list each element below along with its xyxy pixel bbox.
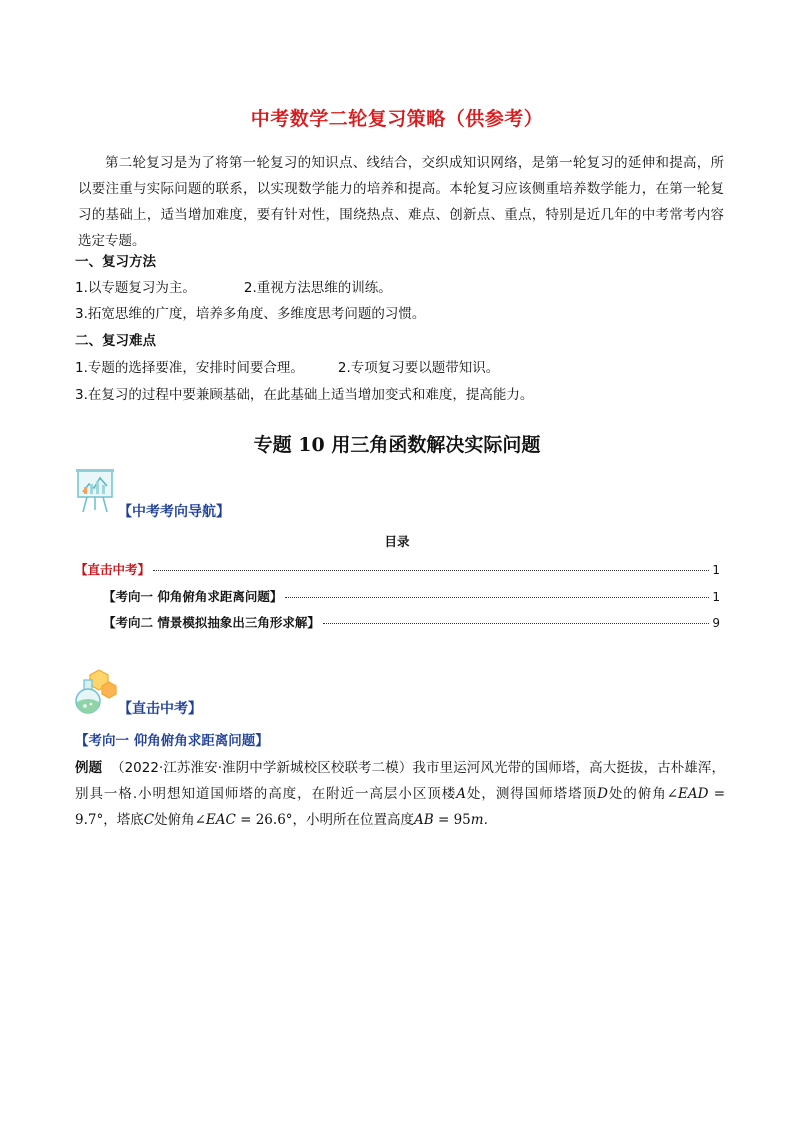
toc-entry-page: 1 xyxy=(712,590,720,604)
difficulties-line-1 xyxy=(75,356,499,376)
topic-title: 专题 10 用三角函数解决实际问题 xyxy=(253,434,541,456)
point-d-var: D xyxy=(597,786,608,802)
difficulties-item-2: 2.专项复习要以题带知识。 xyxy=(337,360,500,376)
section-heading-methods: 一、复习方法 xyxy=(75,254,156,270)
toc-entry-page: 9 xyxy=(712,616,720,630)
methods-item-1: 1.以专题复习为主。 xyxy=(75,280,196,296)
length-unit: m xyxy=(470,812,484,828)
intro-paragraph: 第二轮复习是为了将第一轮复习的知识点、线结合，交织成知识网络，是第一轮复习的延伸和提高，所以要注重与实际问题的联系，以实现数学能力的培养和提高。本轮复习应该侧重培养数学能力，在第一轮复习的基础上，适当增加难度，要有针对性，围绕热点、难点、创新点、重点，特别是近几年的中考常考内容选定专题。 xyxy=(78,155,724,249)
toc-leader-dots xyxy=(153,570,709,571)
methods-item-2: 2.重视方法思维的训练。 xyxy=(243,280,392,296)
point-a-var: A xyxy=(456,786,466,802)
nav-label: 【中考考向导航】 xyxy=(118,504,230,520)
example-paragraph xyxy=(75,755,725,833)
point-c-var: C xyxy=(143,812,155,828)
toc-leader-dots xyxy=(323,623,710,624)
methods-item-3: 3.拓宽思维的广度，培养多角度、多维度思考问题的习惯。 xyxy=(75,306,426,322)
example-text: . xyxy=(483,812,488,828)
difficulties-item-3: 3.在复习的过程中要兼顾基础，在此基础上适当增加变式和难度，提高能力。 xyxy=(75,387,534,403)
topic-direction-label: 【考向一 仰角俯角求距离问题】 xyxy=(75,733,269,749)
flask-icon xyxy=(75,668,119,720)
angle-ead-value: = 9.7° xyxy=(75,786,726,828)
toc-entry-3[interactable] xyxy=(103,613,720,631)
length-ab-value: = 95 xyxy=(433,812,471,828)
example-text: 处的俯角 xyxy=(607,786,667,802)
presentation-board-icon xyxy=(75,466,117,518)
toc-leader-dots xyxy=(285,597,709,598)
example-text: ，塔底 xyxy=(103,812,144,828)
difficulties-item-1: 1.专题的选择要准，安排时间要合理。 xyxy=(75,360,304,376)
toc-entry-1[interactable] xyxy=(75,560,720,578)
angle-eac: ∠EAC xyxy=(194,812,236,828)
direct-exam-label: 【直击中考】 xyxy=(118,701,202,717)
example-text: 处俯角 xyxy=(154,812,195,828)
toc-entry-label: 【直击中考】 xyxy=(75,562,151,577)
methods-line-1 xyxy=(75,276,392,296)
example-text: ，小明所在位置高度 xyxy=(292,812,415,828)
toc-title: 目录 xyxy=(384,534,410,549)
page-title: 中考数学二轮复习策略（供参考） xyxy=(250,108,544,130)
length-ab: AB xyxy=(414,812,434,828)
toc-entry-label: 【考向一 仰角俯角求距离问题】 xyxy=(103,589,283,604)
example-tag: 例题 xyxy=(75,760,103,776)
toc-entry-2[interactable] xyxy=(103,587,720,605)
toc-entry-page: 1 xyxy=(712,563,720,577)
angle-ead: ∠EAD xyxy=(666,786,709,802)
toc-entry-label: 【考向二 情景模拟抽象出三角形求解】 xyxy=(103,615,320,630)
section-heading-difficulties: 二、复习难点 xyxy=(75,333,156,349)
example-text: 处，测得国师塔塔顶 xyxy=(465,786,598,802)
example-text: （2022·江苏淮安·淮阴中学新城校区校联考二模）我市里运河风光带的国师塔，高大挺拔，古朴雄浑，别具一格.小明想知道国师塔的高度，在附近一高层小区顶楼 xyxy=(75,760,725,802)
angle-eac-value: = 26.6° xyxy=(235,812,293,828)
